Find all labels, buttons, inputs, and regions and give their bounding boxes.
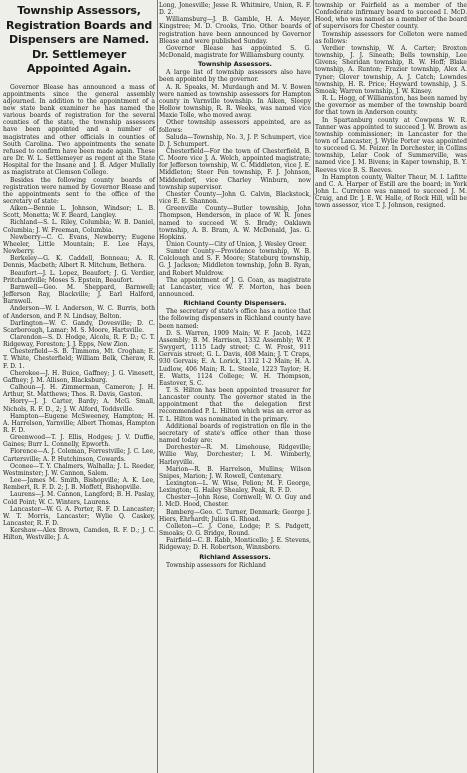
column-2-end <box>159 562 311 569</box>
paragraph: D. S. Warren, 1909 Main; W. F. Jacob, 1422 Assembly; B. M. Harrison, 1332 Assembly; W. P. Swygert, 1115 Lady street; C. W. Frost, 911 Gervais street; G. L. Davis, 408 Main; J. T. Craps, 930 Gervais; E. A. Lorick, 1312 1-2 Main; H. A. Ludlow, 406 Main; R. L. Steele, 1223 Taylor; H. E. Watts, 1124 College; W. H. Thompson, Eastover, S. C. <box>159 329 311 387</box>
paragraph: Lee—James M. Smith, Bishopville; A. K. Lee, Rembert, R. F. D. 2; J. B. Moffett, Bishopville. <box>3 477 155 492</box>
paragraph: Chester—John Rose, Cornwell; W. O. Guy and I. McD. Hood, Chester. <box>159 494 311 509</box>
paragraph: Oconee—T. Y. Chalmers, Walhalla; J. L. Reeder, Westminster; J. W. Cannon, Salem. <box>3 462 155 477</box>
subhead-richland-assessors: Richland Assessors. <box>199 552 271 561</box>
subhead-richland-dispensers: Richland County Dispensers. <box>183 299 287 308</box>
column-rule <box>157 0 158 773</box>
column-1-body <box>3 84 155 542</box>
paragraph: Bamberg—Geo. C. Turner, Denmark; George J. Hiers, Ehrhardt; Julius G. Rhoad. <box>159 508 311 523</box>
paragraph: Union County—City of Union, J. Wesley Greer. <box>166 241 307 248</box>
paragraph: Laurens—J. M. Cannon, Langford; B. H. Paslay, Cold Point; W. C. Winters, Laurens. <box>3 491 155 506</box>
paragraph: Richland—S. L. Riley, Columbia; W. B. Daniel, Columbia; J. W. Freeman, Columbia. <box>3 219 155 234</box>
paragraph: Chesterfield—For the town of Chesterfield, B. C. Moore vice J. A. Welch, appointed magistrate; for Jefferson township, W. C. Middleton, vice J. E. Middleton; Steer Pen township, F. J. Johnson, Middendorf, vice Charley Winburn, now township supervisor. <box>159 147 311 191</box>
paragraph: Chester County—John G. Calvin, Blackstock, vice E. E. Shannon. <box>159 190 311 206</box>
paragraph: Lexington—L. W. Wise, Pelion; M. F. George, Lexington; G. Hailey Shealey, Peak, R. F. D. <box>159 480 311 495</box>
paragraph: Township assessors for Colleton were named as follows: <box>315 30 467 45</box>
paragraph: Additional boards of registration on file in the secretary of state's office other than those named today are: <box>159 422 311 445</box>
column-2-dispensers <box>159 308 311 551</box>
paragraph: Chesterfield—S. B. Timmons, Mt. Croghan; E. T. White, Chesterfield; William Belk, Cheraw, R. F. D. 1. <box>3 348 155 370</box>
paragraph: Calhoun—J. H. Zimmerman, Cameron; J. H. Arthur, St. Matthews; Thos. R. Davis, Gaston. <box>3 384 155 399</box>
paragraph: Other township assessors appointed, are as follows: <box>159 119 311 134</box>
paragraph: Williamsburg—J. B. Gamble, H. A. Meyer, Kingstree; M. D. Crooks, Trio. Other boards of registration have been announced by Governor Blease and were published Sunday. <box>159 16 311 45</box>
paragraph: Darlington—W. C. Gandy, Dovesville; D. C. Scarborough, Lamar; M. S. Moore, Hartsville. <box>3 319 155 334</box>
paragraph: Greenwood—T. J. Ellis, Hodges; J. V. Duffie, Gaines; Burr L. Connelly, Epworth. <box>3 434 155 449</box>
paragraph: Verdier township, W. A. Carter; Broxton township, J. J. Sineath; Bells township, Lee Givens; Sheridan township, R. W. Hoff; Blake township, A. Runton; Frazier township, Alex A. Tyner; Glover township, A. J. Catch; Lowndes township, H. R. Price; Heyward township, J. S. Smoak; Warren township, J. W. Kinsey. <box>315 44 467 95</box>
paragraph: Florence—A. J. Coleman, Forrestville; J. C. Lee, Cartersville; A. P. Hutchinson, Cowards. <box>3 448 155 463</box>
headline: Township Assessors, Registration Boards and Dispensers are Named. Dr. Settlemeyer Appointed Again. <box>5 4 153 75</box>
paragraph: The appointment of J. G. Coan, as magistrate at Lancaster, vice W. F. Morton, has been announced. <box>159 276 311 299</box>
paragraph: A. R. Speaks, M. Murdaugh and M. V. Bowen were named as township assessors for Hampton county in Varnville township. In Aiken, Sleepy Hollow township, R. R. Weeks, was named vice Maxie Tolle, who moved away. <box>159 83 311 120</box>
paragraph: Long, Jonesville; Jesse R. Whitmire, Union, R. F. D. 2. <box>159 2 311 17</box>
paragraph: Newberry—C. C. Evans, Newberry; Eugene Wheeler, Little Mountain; E. Lee Hays, Newberry. <box>3 233 155 256</box>
paragraph: Lancaster—W. G. A. Porter, R. F. D. Lancaster; W. T. Morris, Lancaster; Wylie Q. Caskey, Lancaster, R. F. D. <box>3 505 155 528</box>
paragraph: In Hampton county, Walter Theur, M. I. Lafitte and C. A. Harper of Estill are the board; in York John L. Currence was named to succeed J. M. Craig, and Dr. J. E. W. Halle, of Rock Hill, will be town assessor, vice T. J. Johnson, resigned. <box>315 173 467 210</box>
paragraph: Clarendon—S. D. Hodge, Alcolu, R. F. D.; C. T. Ridgeway, Foreston; J. J. Epps, New Zion. <box>3 333 155 349</box>
paragraph: Anderson—W. I. Anderson, W. C. Burris, both of Anderson, and P. N. Lindsay, Belton. <box>3 305 155 320</box>
column-2-top <box>159 2 311 59</box>
paragraph: Fairfield—C. B. Rabb, Monticello; J. E. Stevens, Ridgeway; D. H. Robertson, Winnsboro. <box>159 537 311 552</box>
paragraph: T. S. Hilton has been appointed treasurer for Lancaster county. The governor stated in the appointment that the delegation first recommended P. L. Hilton which was an error as T. L. Hilton was nominated in the primary. <box>159 386 311 423</box>
paragraph: R. L. Hogg, of Williamston, has been named by the governor as member of the township board for that town in Anderson county. <box>315 95 467 117</box>
column-2 <box>159 2 311 569</box>
paragraph: Township assessors for Richland <box>166 561 266 569</box>
paragraph: Berkeley—G. K. Caddell, Bonneau; A. R. Dennis, Macbeth; Albert R. Mitchum, Bethera. <box>3 255 155 270</box>
paragraph: The secretary of state's office has a notice that the following dispensers in Richland county have been named: <box>159 308 311 330</box>
paragraph: Greenville County—Butler township, John Thompson, Henderson, in place of W. R. Jones named to succeed W. S. Brady; Oaklawn township, A. B. Bram, A. W. McDonald, Jas. G. Hopkins. <box>159 205 311 241</box>
paragraph: Besides the following county boards of registration were named by Governor Blease and the appointments sent to the office of the secretary of state: <box>3 176 155 205</box>
paragraph: Marion—R. B. Harrelson, Mullins; Wilson Snipes, Marion; J. W. Rowell, Centenary. <box>159 465 311 480</box>
paragraph: Saluda—Township, No. 3, J. P. Schumpert, vice D. J. Schumpert. <box>159 133 311 148</box>
column-3 <box>315 2 467 210</box>
paragraph: Cherokee—J. H. Buice, Gaffney; J. G. Vinesett, Gaffney; J. M. Allison, Blacksburg. <box>3 369 155 384</box>
paragraph: Aiken—Bennie L. Johnson, Windsor; L. B. Scott, Monetta; W. F. Beard, Langley. <box>3 205 155 220</box>
paragraph: In Spartanburg county at Cowpens W. R. Tanner was appointed to succeed J. W. Brown as township commissioner; in Lancaster for the town of Lancaster, J. Wylie Porter was appointed to succeed G. M. Peizer. In Dorchester, in Collins township, Lelar Cook of Summerville, was named vice J. M. Bivens; in Kaper township, B. Y. Reeves vice B. S. Reeves. <box>315 116 467 174</box>
paragraph: Governor Blease has appointed S. G. McDonald, magistrate for Williamsburg county. <box>159 44 311 60</box>
paragraph: A large list of township assessors also have been appointed by the governor. <box>159 69 311 84</box>
paragraph: township or Fairfield as a member of the Confederate infirmary board to succeed I. McD. Hood, who was named as a member of the board of supervisors for Chester county. <box>315 2 467 31</box>
paragraph: Governor Blease has announced a mass of appointments since the general assembly adjourned. In addition to the appointment of a new state bank examiner he has named the various boards of registration for the several counties of the state, the township assessors have been appointed and a number of magistrates and other officials in counties of South Carolina. Two appointments the senate refused to confirm have been made again. These are Dr. W. L. Settlemeyer as regent at the State Hospital for the Insane and J. B. Adger Mullally as magistrate at Clemson College. <box>3 83 155 177</box>
column-1 <box>3 2 155 542</box>
column-2-township <box>159 69 311 298</box>
paragraph: Beaufort—J. L. Lopez, Beaufort; J. G. Verdier, Pritchardville; Moses S. Epstein, Beaufort. <box>3 269 155 284</box>
paragraph: Horry—J. J. Carter, Bardy; A. McG. Small, Nichols, R. F. D., 2; J. W. Alford, Toddsville. <box>3 398 155 413</box>
paragraph: Hampton—Eugene McSweeney, Hampton; H. A. Harrelson, Yarnville; Albert Thomas, Hampton R. F. D. <box>3 412 155 434</box>
paragraph: Barnwell—Geo. M. Sheppard, Barnwell; Jefferson Ray, Blackville; J. Earl Halford, Barnwell. <box>3 283 155 306</box>
column-3-body <box>315 2 467 210</box>
paragraph: Colleton—C. J. Cone, Lodge; P. S. Padgett, Smoaks; O. G. Bridge, Round. <box>159 522 311 538</box>
paragraph: Kershaw—Alex Brown, Camden, R. F. D.; J. C. Hilton, Westville; J. A. <box>3 527 155 542</box>
paragraph: Sumter County—Providence township, W. B. Colclough and S. F. Moore; Stateburg township, G. J. Jackson; Middleton township, John B. Ryan, and Robert Muldrow. <box>159 248 311 277</box>
subhead-township-assessors: Township Assessors. <box>198 60 272 69</box>
column-rule <box>313 0 314 773</box>
paragraph: Dorchester—R. M. Limehouse, Ridgeville; Willie Way, Dorchester; I. M. Wimberly, Harleyville. <box>159 444 311 466</box>
